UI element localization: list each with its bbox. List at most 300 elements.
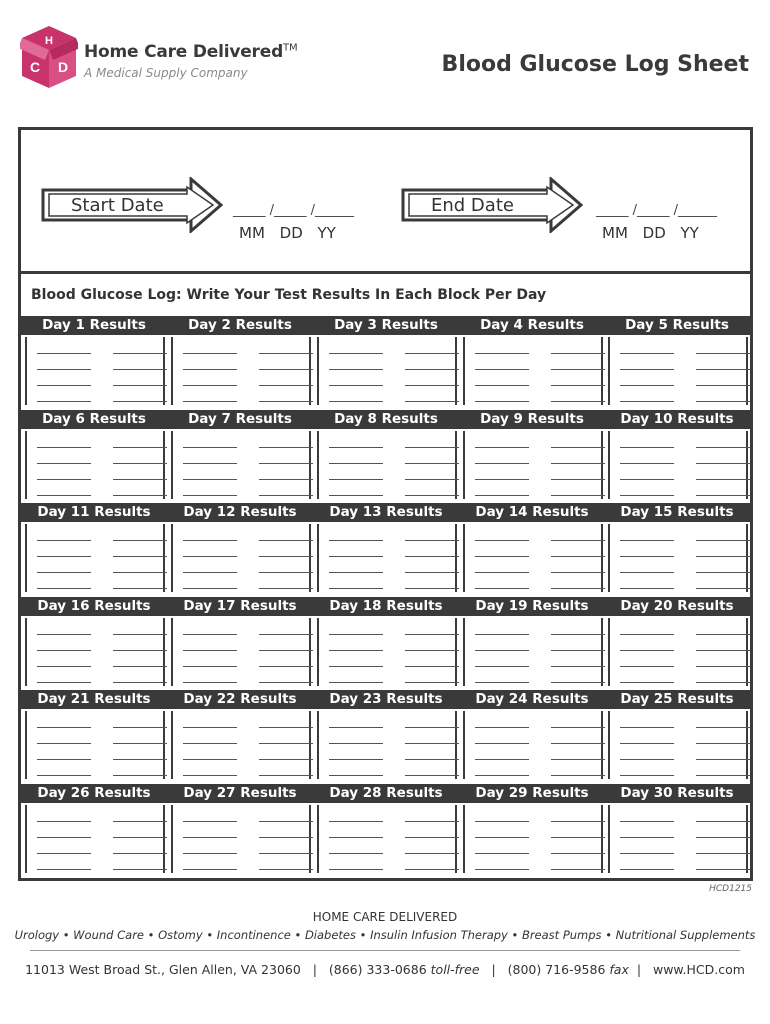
- result-entry-line[interactable]: [696, 666, 750, 667]
- result-entry-line[interactable]: [475, 775, 529, 776]
- result-entry-line[interactable]: [405, 463, 459, 464]
- result-entry-line[interactable]: [405, 650, 459, 651]
- result-entry-line[interactable]: [37, 479, 91, 480]
- result-entry-line[interactable]: [620, 540, 674, 541]
- result-entry-line[interactable]: [259, 447, 313, 448]
- result-entry-line[interactable]: [259, 775, 313, 776]
- day-results-entry-area[interactable]: [171, 431, 311, 499]
- start-date-format: MM DD YY: [239, 224, 336, 242]
- footer-contact: [0, 962, 770, 977]
- result-entry-line[interactable]: [620, 463, 674, 464]
- result-entry-line[interactable]: [259, 837, 313, 838]
- result-entry-line[interactable]: [620, 588, 674, 589]
- result-entry-line[interactable]: [183, 369, 237, 370]
- day-results-entry-area[interactable]: [608, 711, 748, 779]
- result-entry-line[interactable]: [113, 556, 167, 557]
- day-results-entry-area[interactable]: [463, 805, 603, 873]
- result-entry-line[interactable]: [183, 727, 237, 728]
- result-entry-line[interactable]: [37, 759, 91, 760]
- result-entry-line[interactable]: [620, 837, 674, 838]
- result-entry-line[interactable]: [696, 572, 750, 573]
- result-entry-line[interactable]: [475, 821, 529, 822]
- result-entry-line[interactable]: [551, 385, 605, 386]
- result-entry-line[interactable]: [113, 666, 167, 667]
- result-entry-line[interactable]: [405, 401, 459, 402]
- result-entry-line[interactable]: [551, 540, 605, 541]
- result-entry-line[interactable]: [183, 682, 237, 683]
- day-results-entry-area[interactable]: [25, 711, 165, 779]
- result-entry-line[interactable]: [329, 853, 383, 854]
- result-entry-line[interactable]: [696, 463, 750, 464]
- result-entry-line[interactable]: [620, 821, 674, 822]
- result-entry-line[interactable]: [405, 634, 459, 635]
- result-entry-line[interactable]: [405, 869, 459, 870]
- result-entry-line[interactable]: [37, 353, 91, 354]
- result-entry-line[interactable]: [329, 479, 383, 480]
- result-entry-line[interactable]: [696, 634, 750, 635]
- day-results-entry-area[interactable]: [317, 524, 457, 592]
- result-entry-line[interactable]: [113, 775, 167, 776]
- result-entry-line[interactable]: [696, 869, 750, 870]
- day-results-heading: Day 5 Results: [625, 317, 729, 333]
- result-entry-line[interactable]: [696, 353, 750, 354]
- result-entry-line[interactable]: [329, 588, 383, 589]
- result-entry-line[interactable]: [113, 837, 167, 838]
- result-entry-line[interactable]: [475, 479, 529, 480]
- result-entry-line[interactable]: [475, 666, 529, 667]
- result-entry-line[interactable]: [329, 369, 383, 370]
- result-entry-line[interactable]: [113, 479, 167, 480]
- result-entry-line[interactable]: [475, 572, 529, 573]
- day-results-entry-area[interactable]: [463, 524, 603, 592]
- footer-fax: (800) 716-9586: [507, 962, 606, 977]
- result-entry-line[interactable]: [259, 463, 313, 464]
- result-entry-line[interactable]: [551, 682, 605, 683]
- result-entry-line[interactable]: [329, 495, 383, 496]
- result-entry-line[interactable]: [620, 666, 674, 667]
- result-entry-line[interactable]: [37, 385, 91, 386]
- result-entry-line[interactable]: [475, 447, 529, 448]
- result-entry-line[interactable]: [37, 369, 91, 370]
- result-entry-line[interactable]: [620, 369, 674, 370]
- result-entry-line[interactable]: [696, 853, 750, 854]
- result-entry-line[interactable]: [405, 759, 459, 760]
- result-entry-line[interactable]: [37, 463, 91, 464]
- result-entry-line[interactable]: [696, 385, 750, 386]
- result-entry-line[interactable]: [259, 650, 313, 651]
- result-entry-line[interactable]: [113, 572, 167, 573]
- result-entry-line[interactable]: [475, 743, 529, 744]
- result-entry-line[interactable]: [329, 463, 383, 464]
- result-entry-line[interactable]: [259, 385, 313, 386]
- result-entry-line[interactable]: [37, 634, 91, 635]
- result-entry-line[interactable]: [183, 353, 237, 354]
- result-entry-line[interactable]: [696, 401, 750, 402]
- result-entry-line[interactable]: [329, 869, 383, 870]
- result-entry-line[interactable]: [696, 447, 750, 448]
- result-entry-line[interactable]: [696, 682, 750, 683]
- day-results-heading: Day 26 Results: [37, 784, 151, 801]
- result-entry-line[interactable]: [183, 447, 237, 448]
- result-entry-line[interactable]: [405, 479, 459, 480]
- result-entry-line[interactable]: [620, 556, 674, 557]
- result-entry-line[interactable]: [259, 869, 313, 870]
- result-entry-line[interactable]: [113, 369, 167, 370]
- result-entry-line[interactable]: [696, 727, 750, 728]
- result-entry-line[interactable]: [113, 682, 167, 683]
- result-entry-line[interactable]: [405, 837, 459, 838]
- result-entry-line[interactable]: [113, 353, 167, 354]
- result-entry-line[interactable]: [183, 401, 237, 402]
- day-results-entry-area[interactable]: [608, 618, 748, 686]
- result-entry-line[interactable]: [37, 853, 91, 854]
- result-entry-line[interactable]: [259, 479, 313, 480]
- result-entry-line[interactable]: [620, 743, 674, 744]
- result-entry-line[interactable]: [620, 447, 674, 448]
- trademark-mark: TM: [283, 42, 298, 54]
- result-entry-line[interactable]: [37, 540, 91, 541]
- result-entry-line[interactable]: [259, 572, 313, 573]
- result-entry-line[interactable]: [475, 650, 529, 651]
- result-entry-line[interactable]: [259, 759, 313, 760]
- result-entry-line[interactable]: [37, 869, 91, 870]
- result-entry-line[interactable]: [183, 385, 237, 386]
- day-results-entry-area[interactable]: [463, 618, 603, 686]
- result-entry-line[interactable]: [329, 821, 383, 822]
- day-results-entry-area[interactable]: [608, 524, 748, 592]
- result-entry-line[interactable]: [551, 447, 605, 448]
- result-entry-line[interactable]: [329, 447, 383, 448]
- result-entry-line[interactable]: [475, 540, 529, 541]
- result-entry-line[interactable]: [620, 775, 674, 776]
- result-entry-line[interactable]: [37, 588, 91, 589]
- result-entry-line[interactable]: [183, 869, 237, 870]
- result-entry-line[interactable]: [183, 821, 237, 822]
- result-entry-line[interactable]: [405, 682, 459, 683]
- result-entry-line[interactable]: [475, 869, 529, 870]
- result-entry-line[interactable]: [259, 682, 313, 683]
- day-results-block: [167, 503, 313, 597]
- day-results-entry-area[interactable]: [317, 805, 457, 873]
- result-entry-line[interactable]: [620, 634, 674, 635]
- result-entry-line[interactable]: [405, 495, 459, 496]
- result-entry-line[interactable]: [183, 853, 237, 854]
- result-entry-line[interactable]: [183, 556, 237, 557]
- result-entry-line[interactable]: [259, 821, 313, 822]
- day-results-entry-area[interactable]: [317, 337, 457, 405]
- result-entry-line[interactable]: [551, 650, 605, 651]
- result-entry-line[interactable]: [37, 495, 91, 496]
- end-date-blank[interactable]: _____ /_____ /______: [596, 203, 718, 218]
- result-entry-line[interactable]: [620, 727, 674, 728]
- result-entry-line[interactable]: [405, 353, 459, 354]
- result-entry-line[interactable]: [329, 401, 383, 402]
- day-results-entry-area[interactable]: [25, 524, 165, 592]
- result-entry-line[interactable]: [475, 634, 529, 635]
- result-entry-line[interactable]: [183, 540, 237, 541]
- result-entry-line[interactable]: [696, 540, 750, 541]
- result-entry-line[interactable]: [475, 727, 529, 728]
- footer-divider: [30, 950, 740, 951]
- result-entry-line[interactable]: [551, 369, 605, 370]
- result-entry-line[interactable]: [259, 401, 313, 402]
- result-entry-line[interactable]: [113, 385, 167, 386]
- result-entry-line[interactable]: [183, 666, 237, 667]
- result-entry-line[interactable]: [113, 540, 167, 541]
- day-results-entry-area[interactable]: [608, 337, 748, 405]
- result-entry-line[interactable]: [551, 479, 605, 480]
- result-entry-line[interactable]: [113, 821, 167, 822]
- footer-separator: |: [491, 962, 496, 977]
- result-entry-line[interactable]: [551, 666, 605, 667]
- result-entry-line[interactable]: [620, 682, 674, 683]
- form-code: HCD1215: [709, 884, 752, 894]
- box-logo-icon: [20, 24, 78, 90]
- result-entry-line[interactable]: [405, 821, 459, 822]
- result-entry-line[interactable]: [329, 353, 383, 354]
- day-results-entry-area[interactable]: [608, 805, 748, 873]
- footer-fax-note: fax: [609, 962, 629, 977]
- result-entry-line[interactable]: [259, 540, 313, 541]
- result-entry-line[interactable]: [113, 650, 167, 651]
- day-results-entry-area[interactable]: [25, 431, 165, 499]
- result-entry-line[interactable]: [113, 853, 167, 854]
- day-results-block: [604, 316, 750, 410]
- result-entry-line[interactable]: [405, 743, 459, 744]
- day-results-entry-area[interactable]: [25, 618, 165, 686]
- day-results-heading: Day 29 Results: [475, 784, 589, 801]
- result-entry-line[interactable]: [259, 743, 313, 744]
- result-entry-line[interactable]: [551, 401, 605, 402]
- start-date-field[interactable]: [233, 203, 373, 242]
- result-entry-line[interactable]: [329, 837, 383, 838]
- result-entry-line[interactable]: [183, 572, 237, 573]
- result-entry-line[interactable]: [551, 821, 605, 822]
- result-entry-line[interactable]: [37, 682, 91, 683]
- day-results-entry-area[interactable]: [171, 711, 311, 779]
- day-results-block: [313, 597, 459, 691]
- result-entry-line[interactable]: [37, 556, 91, 557]
- result-entry-line[interactable]: [405, 666, 459, 667]
- end-date-field[interactable]: [596, 203, 736, 242]
- result-entry-line[interactable]: [259, 727, 313, 728]
- result-entry-line[interactable]: [183, 775, 237, 776]
- result-entry-line[interactable]: [37, 650, 91, 651]
- result-entry-line[interactable]: [183, 759, 237, 760]
- result-entry-line[interactable]: [696, 556, 750, 557]
- result-entry-line[interactable]: [37, 837, 91, 838]
- day-results-block: [21, 316, 167, 410]
- result-entry-line[interactable]: [113, 401, 167, 402]
- result-entry-line[interactable]: [329, 682, 383, 683]
- result-entry-line[interactable]: [551, 572, 605, 573]
- result-entry-line[interactable]: [37, 401, 91, 402]
- result-entry-line[interactable]: [475, 495, 529, 496]
- result-entry-line[interactable]: [37, 775, 91, 776]
- result-entry-line[interactable]: [551, 463, 605, 464]
- day-results-entry-area[interactable]: [25, 805, 165, 873]
- result-entry-line[interactable]: [696, 479, 750, 480]
- result-entry-line[interactable]: [183, 837, 237, 838]
- day-results-heading: Day 11 Results: [37, 504, 151, 520]
- day-results-entry-area[interactable]: [317, 431, 457, 499]
- result-entry-line[interactable]: [620, 572, 674, 573]
- result-entry-line[interactable]: [620, 650, 674, 651]
- result-entry-line[interactable]: [405, 853, 459, 854]
- day-results-entry-area[interactable]: [317, 618, 457, 686]
- result-entry-line[interactable]: [329, 743, 383, 744]
- result-entry-line[interactable]: [551, 837, 605, 838]
- result-entry-line[interactable]: [405, 775, 459, 776]
- result-entry-line[interactable]: [113, 495, 167, 496]
- result-entry-line[interactable]: [329, 385, 383, 386]
- logo-letter-d: D: [57, 59, 69, 75]
- result-entry-line[interactable]: [329, 634, 383, 635]
- result-entry-line[interactable]: [405, 385, 459, 386]
- result-entry-line[interactable]: [696, 650, 750, 651]
- start-date-blank[interactable]: _____ /_____ /______: [233, 203, 355, 218]
- result-entry-line[interactable]: [620, 479, 674, 480]
- result-entry-line[interactable]: [113, 634, 167, 635]
- result-entry-line[interactable]: [696, 495, 750, 496]
- result-entry-line[interactable]: [551, 634, 605, 635]
- day-results-entry-area[interactable]: [317, 711, 457, 779]
- result-entry-line[interactable]: [696, 759, 750, 760]
- result-entry-line[interactable]: [405, 369, 459, 370]
- result-entry-line[interactable]: [329, 727, 383, 728]
- result-entry-line[interactable]: [113, 743, 167, 744]
- result-entry-line[interactable]: [183, 634, 237, 635]
- result-entry-line[interactable]: [551, 759, 605, 760]
- result-entry-line[interactable]: [259, 556, 313, 557]
- day-results-entry-area[interactable]: [171, 524, 311, 592]
- result-entry-line[interactable]: [183, 588, 237, 589]
- day-results-entry-area[interactable]: [463, 337, 603, 405]
- result-entry-line[interactable]: [696, 775, 750, 776]
- result-entry-line[interactable]: [696, 588, 750, 589]
- result-entry-line[interactable]: [475, 759, 529, 760]
- result-entry-line[interactable]: [113, 727, 167, 728]
- result-entry-line[interactable]: [259, 588, 313, 589]
- result-entry-line[interactable]: [405, 572, 459, 573]
- result-entry-line[interactable]: [475, 853, 529, 854]
- result-entry-line[interactable]: [475, 837, 529, 838]
- result-entry-line[interactable]: [696, 837, 750, 838]
- result-entry-line[interactable]: [475, 556, 529, 557]
- result-entry-line[interactable]: [113, 759, 167, 760]
- result-entry-line[interactable]: [620, 401, 674, 402]
- result-entry-line[interactable]: [475, 463, 529, 464]
- day-results-block: [313, 784, 459, 878]
- day-results-block: [604, 410, 750, 504]
- result-entry-line[interactable]: [259, 666, 313, 667]
- day-results-block: [459, 316, 605, 410]
- result-entry-line[interactable]: [329, 540, 383, 541]
- result-entry-line[interactable]: [551, 353, 605, 354]
- result-entry-line[interactable]: [37, 447, 91, 448]
- result-entry-line[interactable]: [620, 385, 674, 386]
- result-entry-line[interactable]: [405, 727, 459, 728]
- result-entry-line[interactable]: [551, 556, 605, 557]
- result-entry-line[interactable]: [551, 743, 605, 744]
- day-results-entry-area[interactable]: [171, 337, 311, 405]
- result-entry-line[interactable]: [551, 495, 605, 496]
- result-entry-line[interactable]: [113, 463, 167, 464]
- result-entry-line[interactable]: [37, 821, 91, 822]
- result-entry-line[interactable]: [183, 650, 237, 651]
- result-entry-line[interactable]: [475, 682, 529, 683]
- result-entry-line[interactable]: [259, 369, 313, 370]
- result-entry-line[interactable]: [329, 650, 383, 651]
- result-entry-line[interactable]: [620, 853, 674, 854]
- result-entry-line[interactable]: [405, 447, 459, 448]
- result-entry-line[interactable]: [259, 853, 313, 854]
- result-entry-line[interactable]: [113, 869, 167, 870]
- day-results-entry-area[interactable]: [171, 618, 311, 686]
- result-entry-line[interactable]: [620, 759, 674, 760]
- result-entry-line[interactable]: [37, 727, 91, 728]
- result-entry-line[interactable]: [183, 463, 237, 464]
- day-results-block: [167, 410, 313, 504]
- result-entry-line[interactable]: [475, 385, 529, 386]
- date-range-section: [21, 130, 750, 274]
- result-entry-line[interactable]: [696, 369, 750, 370]
- day-results-block: [604, 597, 750, 691]
- result-entry-line[interactable]: [620, 495, 674, 496]
- result-entry-line[interactable]: [259, 495, 313, 496]
- result-entry-line[interactable]: [329, 775, 383, 776]
- result-entry-line[interactable]: [475, 588, 529, 589]
- result-entry-line[interactable]: [329, 572, 383, 573]
- result-entry-line[interactable]: [37, 666, 91, 667]
- result-entry-line[interactable]: [475, 369, 529, 370]
- result-entry-line[interactable]: [620, 353, 674, 354]
- day-results-entry-area[interactable]: [463, 431, 603, 499]
- footer-website[interactable]: www.HCD.com: [652, 962, 745, 977]
- day-results-entry-area[interactable]: [25, 337, 165, 405]
- result-entry-line[interactable]: [329, 759, 383, 760]
- result-entry-line[interactable]: [113, 447, 167, 448]
- result-entry-line[interactable]: [696, 743, 750, 744]
- result-entry-line[interactable]: [551, 775, 605, 776]
- result-entry-line[interactable]: [259, 634, 313, 635]
- result-entry-line[interactable]: [551, 727, 605, 728]
- day-results-heading: Day 12 Results: [183, 504, 297, 520]
- result-entry-line[interactable]: [475, 353, 529, 354]
- result-entry-line[interactable]: [329, 666, 383, 667]
- result-entry-line[interactable]: [551, 869, 605, 870]
- result-entry-line[interactable]: [475, 401, 529, 402]
- result-entry-line[interactable]: [405, 540, 459, 541]
- result-entry-line[interactable]: [37, 743, 91, 744]
- result-entry-line[interactable]: [405, 588, 459, 589]
- result-entry-line[interactable]: [551, 853, 605, 854]
- result-entry-line[interactable]: [183, 479, 237, 480]
- result-entry-line[interactable]: [259, 353, 313, 354]
- result-entry-line[interactable]: [183, 495, 237, 496]
- result-entry-line[interactable]: [620, 869, 674, 870]
- result-entry-line[interactable]: [551, 588, 605, 589]
- result-entry-line[interactable]: [113, 588, 167, 589]
- result-entry-line[interactable]: [696, 821, 750, 822]
- result-entry-line[interactable]: [405, 556, 459, 557]
- day-results-entry-area[interactable]: [463, 711, 603, 779]
- result-entry-line[interactable]: [37, 572, 91, 573]
- day-results-entry-area[interactable]: [608, 431, 748, 499]
- result-entry-line[interactable]: [183, 743, 237, 744]
- result-entry-line[interactable]: [329, 556, 383, 557]
- day-results-entry-area[interactable]: [171, 805, 311, 873]
